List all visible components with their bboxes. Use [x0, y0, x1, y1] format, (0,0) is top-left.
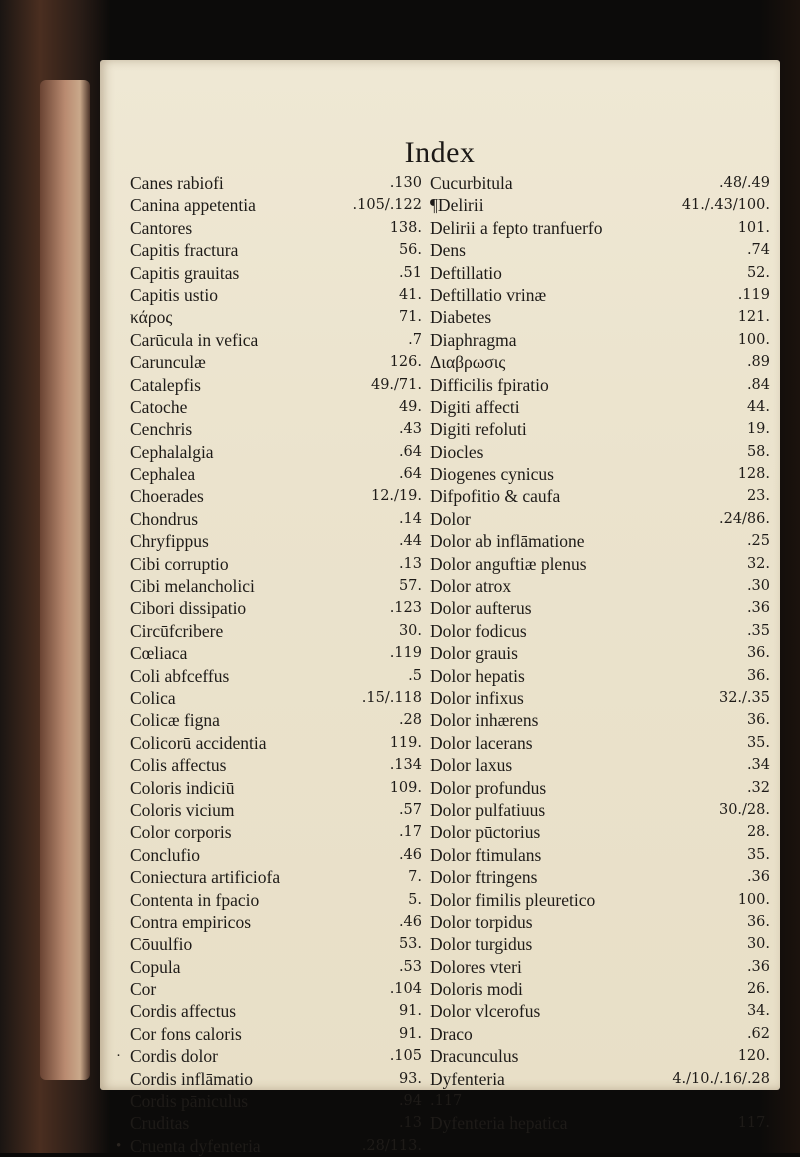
index-term: Cor fons caloris	[130, 1023, 242, 1044]
index-entry	[130, 799, 422, 821]
index-entry	[430, 396, 770, 418]
index-entry	[430, 508, 770, 530]
index-page-ref: .24/86.	[718, 510, 770, 527]
index-term: Color corporis	[130, 822, 232, 843]
index-term: Digiti affecti	[430, 396, 520, 417]
index-term: Διαβρωσις	[430, 352, 506, 373]
index-entry	[430, 553, 770, 575]
index-page-ref: 91.	[398, 1025, 422, 1042]
index-page-ref: 36.	[746, 712, 770, 729]
index-entry	[430, 620, 770, 642]
index-page-ref: .36	[746, 600, 770, 617]
index-entry	[430, 821, 770, 843]
index-term: Capitis grauitas	[130, 262, 240, 283]
index-term: Contra empiricos	[130, 911, 252, 932]
index-page-ref: 12./19.	[370, 488, 422, 505]
index-entry	[130, 642, 422, 664]
index-entry	[430, 889, 770, 911]
index-page-ref: 34.	[746, 1003, 770, 1020]
index-page-ref: .84	[746, 376, 770, 393]
index-entry	[130, 777, 422, 799]
index-page-ref: .28/113.	[361, 1137, 422, 1154]
index-term: Cruenta dyfenteria	[130, 1135, 261, 1156]
index-entry	[130, 889, 422, 911]
index-page-ref: 30.	[398, 622, 422, 639]
index-page-ref: 91.	[398, 1003, 422, 1020]
index-entry	[430, 262, 770, 284]
index-term: Dens	[430, 240, 466, 261]
index-term: Dolor hepatis	[430, 665, 525, 686]
index-term: Coloris vicium	[130, 799, 235, 820]
index-term: Canina appetentia	[130, 195, 256, 216]
index-term: Cœliaca	[130, 643, 188, 664]
index-term: Dolor ftimulans	[430, 844, 542, 865]
index-page-ref: .46	[398, 846, 422, 863]
index-term: Catalepfis	[130, 374, 201, 395]
index-page-ref: 32.	[746, 555, 770, 572]
index-entry	[430, 978, 770, 1000]
index-page-ref: .64	[398, 466, 422, 483]
index-page-ref: .43	[398, 421, 422, 438]
index-page-ref: .119	[737, 286, 770, 303]
index-entry	[430, 1068, 770, 1090]
index-term: Coloris indiciū	[130, 777, 235, 798]
index-page-ref: 30.	[746, 936, 770, 953]
index-term: Coli abfceffus	[130, 665, 230, 686]
index-term: Cordis dolor	[130, 1046, 218, 1067]
index-term: Cruditas	[130, 1113, 190, 1134]
index-entry	[130, 844, 422, 866]
index-term: Digiti refoluti	[430, 419, 527, 440]
index-page-ref: 41.	[398, 286, 422, 303]
index-page-ref: .25	[746, 533, 770, 550]
index-entry	[130, 239, 422, 261]
index-entry	[130, 575, 422, 597]
index-page-ref: 5.	[408, 891, 422, 908]
index-entry	[130, 463, 422, 485]
index-term: Copula	[130, 956, 181, 977]
index-page-ref: .130	[389, 175, 422, 191]
index-page-ref: .13	[398, 1115, 422, 1132]
index-entry	[430, 911, 770, 933]
index-term: Dyfenteria	[430, 1068, 505, 1089]
index-term: Dolor laxus	[430, 755, 513, 776]
index-entry	[130, 933, 422, 955]
index-term: Cordis affectus	[130, 1001, 237, 1022]
index-entry	[430, 463, 770, 485]
index-term: Dolor vlcerofus	[430, 1001, 541, 1022]
index-page-ref: 44.	[746, 398, 770, 415]
index-term: Dolor ab inflāmatione	[430, 531, 585, 552]
index-entry	[430, 530, 770, 552]
index-page-ref: 23.	[746, 488, 770, 505]
index-term: Capitis fractura	[130, 240, 239, 261]
index-term: Cibori dissipatio	[130, 598, 247, 619]
index-entry	[130, 1023, 422, 1045]
index-entry	[130, 1000, 422, 1022]
index-page-ref: .30	[746, 578, 770, 595]
index-term: Cantores	[130, 217, 193, 238]
index-entry	[130, 709, 422, 731]
index-term: Colica	[130, 687, 176, 708]
book-page	[100, 60, 780, 1156]
index-term: Dolor inhærens	[430, 710, 539, 731]
index-entry	[430, 754, 770, 776]
index-entry	[130, 485, 422, 507]
index-term: Diabetes	[430, 307, 492, 328]
index-page-ref: 41./.43/100.	[681, 197, 770, 214]
index-page-ref: .74	[746, 242, 770, 259]
index-entry	[130, 306, 422, 328]
index-page-ref: 138.	[389, 219, 422, 236]
index-entry	[430, 441, 770, 463]
index-term: Colicorū accidentia	[130, 732, 267, 753]
index-term: Cephalalgia	[130, 441, 214, 462]
index-page-ref: .62	[746, 1025, 770, 1042]
index-term: Coniectura artificiofa	[130, 867, 281, 888]
index-entry	[130, 418, 422, 440]
index-term: Conclufio	[130, 844, 200, 865]
index-page-ref: 109.	[389, 779, 422, 796]
index-page-ref: .123	[389, 600, 422, 617]
index-page-ref: .5	[408, 667, 422, 684]
index-entry	[430, 217, 770, 239]
index-page-ref: .17	[398, 824, 422, 841]
index-page-ref: .46	[398, 913, 422, 930]
index-page-ref: .28	[398, 712, 422, 729]
index-entry	[130, 620, 422, 642]
index-page-ref: .64	[398, 443, 422, 460]
index-entry	[130, 530, 422, 552]
index-page-ref: .13	[398, 555, 422, 572]
index-term: Dolor aufterus	[430, 598, 532, 619]
index-page-ref: 30./28.	[718, 801, 770, 818]
index-page-ref: 26.	[746, 981, 770, 998]
index-page-ref: .44	[398, 533, 422, 550]
index-page-ref: 52.	[746, 264, 770, 281]
index-entry	[130, 262, 422, 284]
index-entry	[116, 1045, 422, 1067]
index-entry	[130, 351, 422, 373]
index-term: Dolor grauis	[430, 643, 518, 664]
index-term: Dolor fimilis pleuretico	[430, 889, 596, 910]
index-page-ref: .94	[398, 1093, 422, 1110]
index-entry	[430, 597, 770, 619]
index-entry	[130, 508, 422, 530]
index-page-ref: 120.	[737, 1048, 770, 1065]
index-entry	[430, 418, 770, 440]
index-term: Delirii a fepto tranfuerfo	[430, 217, 603, 238]
index-entry	[430, 799, 770, 821]
index-entry	[130, 396, 422, 418]
index-entry	[430, 1023, 770, 1045]
index-entry	[430, 956, 770, 978]
index-term: Dolor atrox	[430, 576, 512, 597]
index-entry	[130, 441, 422, 463]
index-term: κάρος	[130, 307, 173, 328]
index-page-ref: 93.	[398, 1070, 422, 1087]
index-entry	[116, 1135, 422, 1157]
index-term: Doloris modi	[430, 979, 523, 1000]
index-page-ref: .105	[389, 1048, 422, 1065]
index-page-ref: .36	[746, 869, 770, 886]
index-term: Capitis ustio	[130, 284, 218, 305]
index-term: Dolor	[430, 508, 471, 529]
index-entry	[430, 642, 770, 664]
index-page-ref: 4./10./.16/.28	[672, 1070, 770, 1087]
index-term: Dolor ftringens	[430, 867, 538, 888]
index-entry	[430, 844, 770, 866]
index-page-ref: 126.	[389, 354, 422, 371]
index-entry	[130, 553, 422, 575]
index-term: Colicæ figna	[130, 710, 220, 731]
index-entry	[430, 1090, 770, 1112]
index-term: Circūfcribere	[130, 620, 224, 641]
index-page-ref: 53.	[398, 936, 422, 953]
index-page-ref: 128.	[737, 466, 770, 483]
index-entry	[430, 172, 770, 194]
index-entry	[130, 866, 422, 888]
index-term: Dolor pulfatiuus	[430, 799, 546, 820]
index-page-ref: 36.	[746, 667, 770, 684]
index-page-ref: 117.	[737, 1115, 770, 1132]
index-page-ref: 49./71.	[370, 376, 422, 393]
index-entry	[130, 978, 422, 1000]
index-term: Cucurbitula	[430, 173, 513, 193]
index-entry	[130, 911, 422, 933]
index-term: Contenta in fpacio	[130, 889, 260, 910]
index-term: Difficilis fpiratio	[430, 374, 549, 395]
index-page-ref: 100.	[737, 331, 770, 348]
index-entry	[130, 687, 422, 709]
index-entry	[430, 709, 770, 731]
index-page-ref: 32./.35	[718, 689, 770, 706]
index-entry	[430, 866, 770, 888]
index-term: Diocles	[430, 441, 484, 462]
index-page-ref: 35.	[746, 846, 770, 863]
index-entry	[130, 194, 422, 216]
index-term: Dolor anguftiæ plenus	[430, 553, 587, 574]
index-entry	[430, 351, 770, 373]
index-page-ref: .89	[746, 354, 770, 371]
index-page-ref: 100.	[737, 891, 770, 908]
index-term: Dolor torpidus	[430, 911, 533, 932]
index-entry	[430, 665, 770, 687]
index-term: Choerades	[130, 486, 204, 507]
index-term: Cenchris	[130, 419, 193, 440]
index-term: Canes rabiofi	[130, 173, 224, 193]
index-page-ref: .104	[389, 981, 422, 998]
index-term: ¶Delirii	[430, 195, 484, 216]
index-page-ref: .15/.118	[361, 689, 422, 706]
index-term: Difpofitio & caufa	[430, 486, 561, 507]
index-term: Chryfippus	[130, 531, 209, 552]
index-entry	[130, 1068, 422, 1090]
index-entry	[430, 194, 770, 216]
index-page-ref: 28.	[746, 824, 770, 841]
index-page-ref: 35.	[746, 734, 770, 751]
index-entry	[430, 777, 770, 799]
index-term: Dolor infixus	[430, 687, 524, 708]
index-entry	[430, 306, 770, 328]
index-term: Dracunculus	[430, 1046, 519, 1067]
index-entry	[430, 239, 770, 261]
index-entry	[430, 329, 770, 351]
index-page-ref: 7.	[408, 869, 422, 886]
index-page-ref: 119.	[389, 734, 422, 751]
index-page-ref: .48/.49	[718, 175, 770, 191]
index-page-ref: 101.	[737, 219, 770, 236]
index-page-ref: .134	[389, 757, 422, 774]
index-entry	[130, 821, 422, 843]
index-entry	[430, 374, 770, 396]
index-entry	[430, 1045, 770, 1067]
index-page-ref: 71.	[398, 309, 422, 326]
index-term: Dyfenteria hepatica	[430, 1113, 568, 1134]
index-entry	[130, 732, 422, 754]
index-page-ref: 36.	[746, 645, 770, 662]
page-edge-stack	[40, 80, 90, 1080]
index-entry	[130, 665, 422, 687]
index-term: Catoche	[130, 396, 188, 417]
index-page-ref: .14	[398, 510, 422, 527]
index-term: Dolor lacerans	[430, 732, 533, 753]
index-entry	[130, 329, 422, 351]
index-term: Cor	[130, 979, 157, 1000]
index-entry	[130, 956, 422, 978]
index-column-right	[430, 172, 770, 1135]
index-page-ref: 58.	[746, 443, 770, 460]
margin-mark: ·	[116, 1048, 121, 1065]
index-entry	[430, 1112, 770, 1134]
index-entry	[130, 217, 422, 239]
index-page-ref: .32	[746, 779, 770, 796]
index-entry	[130, 1112, 422, 1134]
index-page-ref: .53	[398, 958, 422, 975]
index-page-ref: 19.	[746, 421, 770, 438]
index-page-ref: .57	[398, 801, 422, 818]
index-term: Dolores vteri	[430, 956, 522, 977]
index-entry	[130, 1090, 422, 1112]
index-term: Dolor profundus	[430, 777, 547, 798]
index-page-ref: 36.	[746, 913, 770, 930]
index-term: Cephalea	[130, 464, 196, 485]
index-entry	[130, 374, 422, 396]
index-entry	[130, 172, 422, 194]
index-term: Dolor fodicus	[430, 620, 527, 641]
index-term: Carūcula in vefica	[130, 329, 259, 350]
index-term: Dolor turgidus	[430, 934, 533, 955]
index-entry	[430, 933, 770, 955]
index-entry	[430, 732, 770, 754]
index-term: Cordis inflāmatio	[130, 1068, 253, 1089]
index-page-ref: .105/.122	[352, 197, 422, 214]
index-entry	[430, 575, 770, 597]
index-entry	[130, 597, 422, 619]
index-page-ref: .36	[746, 958, 770, 975]
index-term: Cordis pāniculus	[130, 1091, 249, 1112]
index-entry	[130, 284, 422, 306]
index-entry	[130, 754, 422, 776]
index-term: Carunculæ	[130, 352, 206, 373]
index-term: Diogenes cynicus	[430, 464, 554, 485]
page-title: Index	[404, 136, 476, 169]
index-entry	[430, 1000, 770, 1022]
index-entry	[430, 485, 770, 507]
index-term: Dolor pūctorius	[430, 822, 541, 843]
index-term: Deftillatio vrinæ	[430, 284, 547, 305]
index-term: Cibi melancholici	[130, 576, 255, 597]
index-term: Diaphragma	[430, 329, 517, 350]
index-entry	[430, 284, 770, 306]
index-term: Chondrus	[130, 508, 199, 529]
margin-mark: •	[116, 1137, 122, 1154]
index-term: Draco	[430, 1023, 473, 1044]
index-column-left	[116, 172, 422, 1157]
index-page-ref: .7	[408, 331, 422, 348]
index-page-ref: .35	[746, 622, 770, 639]
index-page-ref: 121.	[737, 309, 770, 326]
index-page-ref: .117	[430, 1093, 463, 1110]
index-entry	[430, 687, 770, 709]
index-term: Cōuulfio	[130, 934, 193, 955]
index-page-ref: 57.	[398, 578, 422, 595]
index-term: Cibi corruptio	[130, 553, 229, 574]
index-page-ref: .51	[398, 264, 422, 281]
index-page-ref: .119	[389, 645, 422, 662]
index-term: Deftillatio	[430, 262, 502, 283]
index-page-ref: 49.	[398, 398, 422, 415]
index-page-ref: .34	[746, 757, 770, 774]
index-page-ref: 56.	[398, 242, 422, 259]
index-term: Colis affectus	[130, 755, 227, 776]
